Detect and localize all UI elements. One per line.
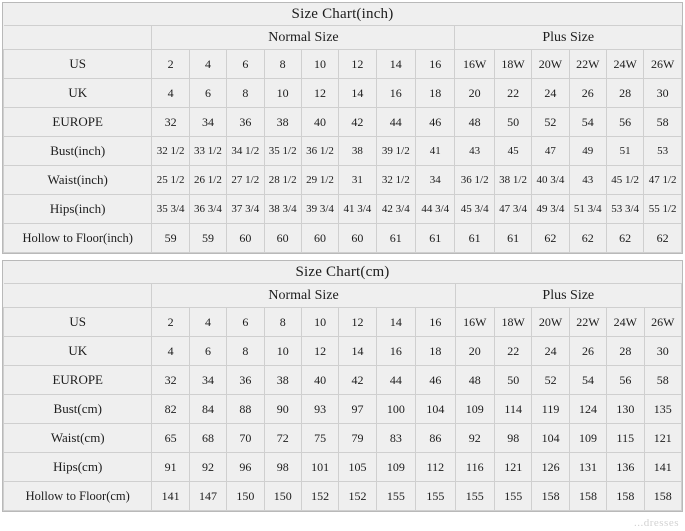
cell: 10 (264, 337, 301, 366)
cell: 49 3/4 (532, 195, 569, 224)
cell: 2 (152, 308, 189, 337)
cell: 8 (264, 50, 301, 79)
cell: 14 (339, 337, 376, 366)
cell: 70 (227, 424, 264, 453)
cell: 92 (189, 453, 226, 482)
cell: 155 (495, 482, 532, 511)
cell: 38 (264, 108, 301, 137)
size-chart-cm-block (2, 260, 683, 512)
cell: 22W (569, 308, 606, 337)
cell: 97 (339, 395, 376, 424)
row-label: Hips(cm) (4, 453, 152, 482)
cell: 158 (532, 482, 569, 511)
cell: 124 (569, 395, 606, 424)
cell: 4 (152, 337, 189, 366)
cell: 61 (416, 224, 455, 253)
cell: 27 1/2 (227, 166, 264, 195)
cell: 43 (455, 137, 494, 166)
cell: 101 (301, 453, 338, 482)
cell: 20 (455, 79, 494, 108)
cell: 62 (569, 224, 606, 253)
cell: 14 (376, 308, 415, 337)
cell: 37 3/4 (227, 195, 264, 224)
cell: 109 (376, 453, 415, 482)
table-title-row (4, 3, 682, 26)
cell: 16W (455, 308, 494, 337)
row-label: EUROPE (4, 108, 152, 137)
cell: 56 (607, 366, 644, 395)
cell: 51 3/4 (569, 195, 606, 224)
cell: 158 (644, 482, 681, 511)
cell: 109 (455, 395, 494, 424)
table-row (4, 108, 682, 137)
cell: 40 3/4 (532, 166, 569, 195)
cell: 32 (152, 366, 189, 395)
row-label: Hollow to Floor(inch) (4, 224, 152, 253)
cell: 6 (189, 337, 226, 366)
cell: 86 (416, 424, 455, 453)
cell: 22 (495, 337, 532, 366)
cell: 32 (152, 108, 189, 137)
cell: 24W (607, 308, 644, 337)
cell: 141 (644, 453, 681, 482)
cell: 83 (376, 424, 415, 453)
cell: 30 (644, 337, 681, 366)
cell: 115 (607, 424, 644, 453)
cell: 45 3/4 (455, 195, 494, 224)
cell: 18W (495, 308, 532, 337)
cell: 40 (301, 108, 338, 137)
table-row (4, 166, 682, 195)
row-label: Waist(cm) (4, 424, 152, 453)
cell: 60 (339, 224, 376, 253)
cell: 60 (227, 224, 264, 253)
cell: 2 (152, 50, 189, 79)
table-row (4, 453, 682, 482)
cell: 35 3/4 (152, 195, 189, 224)
cell: 34 (416, 166, 455, 195)
cell: 42 (339, 366, 376, 395)
row-label: EUROPE (4, 366, 152, 395)
cell: 90 (264, 395, 301, 424)
cell: 47 1/2 (644, 166, 682, 195)
cell: 34 (189, 366, 226, 395)
cell: 41 3/4 (339, 195, 376, 224)
cell: 10 (301, 50, 338, 79)
cell: 52 (532, 366, 569, 395)
row-label: US (4, 50, 152, 79)
cell: 12 (301, 337, 338, 366)
cell: 141 (152, 482, 189, 511)
cell: 16 (416, 308, 455, 337)
cell: 60 (301, 224, 338, 253)
cell: 8 (264, 308, 301, 337)
cell: 45 (494, 137, 531, 166)
cell: 36 (227, 108, 264, 137)
cell: 8 (227, 79, 264, 108)
cell: 130 (607, 395, 644, 424)
cell: 30 (644, 79, 682, 108)
cell: 147 (189, 482, 226, 511)
cell: 40 (301, 366, 338, 395)
cell: 18 (416, 337, 455, 366)
cell: 58 (644, 366, 681, 395)
table-group-row (4, 284, 682, 308)
cell: 12 (339, 308, 376, 337)
cell: 24 (532, 79, 569, 108)
cell: 119 (532, 395, 569, 424)
table-title-row (4, 261, 682, 284)
cell: 32 1/2 (152, 137, 189, 166)
row-label: Waist(inch) (4, 166, 152, 195)
cell: 61 (494, 224, 531, 253)
cell: 20W (532, 50, 569, 79)
cell: 53 3/4 (606, 195, 643, 224)
cell: 6 (189, 79, 226, 108)
cell: 16 (416, 50, 455, 79)
cell: 20 (455, 337, 494, 366)
cell: 59 (189, 224, 226, 253)
cell: 38 1/2 (494, 166, 531, 195)
cell: 75 (301, 424, 338, 453)
cell: 52 (532, 108, 569, 137)
cell: 28 (607, 337, 644, 366)
cell: 24W (606, 50, 643, 79)
size-chart-inch-table (3, 3, 682, 253)
watermark: ...dresses (633, 517, 679, 529)
row-label: Bust(cm) (4, 395, 152, 424)
table-row (4, 424, 682, 453)
cell: 46 (416, 108, 455, 137)
cell: 135 (644, 395, 681, 424)
table-group-row (4, 26, 682, 50)
table-row (4, 308, 682, 337)
group-header-empty (4, 26, 152, 50)
cell: 26 1/2 (189, 166, 226, 195)
cell: 126 (532, 453, 569, 482)
cell: 20W (532, 308, 569, 337)
cell: 60 (264, 224, 301, 253)
cell: 88 (227, 395, 264, 424)
cell: 32 1/2 (376, 166, 415, 195)
cell: 150 (264, 482, 301, 511)
cell: 98 (264, 453, 301, 482)
cell: 42 3/4 (376, 195, 415, 224)
cell: 62 (606, 224, 643, 253)
cell: 49 (569, 137, 606, 166)
cell: 112 (416, 453, 455, 482)
cell: 8 (227, 337, 264, 366)
cell: 72 (264, 424, 301, 453)
cell: 105 (339, 453, 376, 482)
cell: 55 1/2 (644, 195, 682, 224)
cell: 48 (455, 108, 494, 137)
cell: 82 (152, 395, 189, 424)
cell: 6 (227, 50, 264, 79)
table-row (4, 79, 682, 108)
cell: 54 (569, 366, 606, 395)
cell: 121 (644, 424, 681, 453)
cell: 38 (339, 137, 376, 166)
cell: 36 1/2 (301, 137, 338, 166)
group-header-normal: Normal Size (152, 284, 455, 308)
cell: 39 3/4 (301, 195, 338, 224)
cell: 28 (606, 79, 643, 108)
cell: 155 (455, 482, 494, 511)
cell: 152 (301, 482, 338, 511)
cell: 10 (264, 79, 301, 108)
cell: 4 (189, 50, 226, 79)
cell: 158 (607, 482, 644, 511)
cell: 150 (227, 482, 264, 511)
table-row (4, 395, 682, 424)
table-row (4, 337, 682, 366)
row-label: UK (4, 337, 152, 366)
cell: 56 (606, 108, 643, 137)
cell: 45 1/2 (606, 166, 643, 195)
cell: 44 (376, 108, 415, 137)
table-row (4, 366, 682, 395)
cell: 26W (644, 50, 682, 79)
cell: 28 1/2 (264, 166, 301, 195)
cell: 12 (339, 50, 376, 79)
cell: 61 (455, 224, 494, 253)
cell: 42 (339, 108, 376, 137)
cell: 16 (376, 79, 415, 108)
cell: 31 (339, 166, 376, 195)
cell: 26 (569, 79, 606, 108)
cell: 59 (152, 224, 189, 253)
cell: 33 1/2 (189, 137, 226, 166)
cell: 136 (607, 453, 644, 482)
cell: 26W (644, 308, 681, 337)
cell: 6 (227, 308, 264, 337)
cell: 155 (416, 482, 455, 511)
cell: 4 (152, 79, 189, 108)
cell: 14 (376, 50, 415, 79)
cell: 104 (416, 395, 455, 424)
cell: 34 1/2 (227, 137, 264, 166)
table-row (4, 482, 682, 511)
cell: 25 1/2 (152, 166, 189, 195)
table-row (4, 224, 682, 253)
cell: 62 (644, 224, 682, 253)
size-chart-page (0, 2, 685, 531)
cell: 47 (532, 137, 569, 166)
row-label: Hips(inch) (4, 195, 152, 224)
cell: 22W (569, 50, 606, 79)
row-label: UK (4, 79, 152, 108)
cell: 98 (495, 424, 532, 453)
cell: 14 (339, 79, 376, 108)
cell: 46 (416, 366, 455, 395)
cell: 18 (416, 79, 455, 108)
cell: 155 (376, 482, 415, 511)
cell: 35 1/2 (264, 137, 301, 166)
cell: 61 (376, 224, 415, 253)
cell: 100 (376, 395, 415, 424)
cell: 36 (227, 366, 264, 395)
row-label: Bust(inch) (4, 137, 152, 166)
page-title: Size Chart(inch) (4, 3, 682, 26)
cell: 39 1/2 (376, 137, 415, 166)
cell: 92 (455, 424, 494, 453)
group-header-normal: Normal Size (152, 26, 455, 50)
row-label: Hollow to Floor(cm) (4, 482, 152, 511)
cell: 131 (569, 453, 606, 482)
cell: 91 (152, 453, 189, 482)
cell: 79 (339, 424, 376, 453)
size-chart-cm-table (3, 261, 682, 511)
group-header-empty (4, 284, 152, 308)
cell: 44 (376, 366, 415, 395)
cell: 50 (495, 366, 532, 395)
cell: 104 (532, 424, 569, 453)
cell: 16 (376, 337, 415, 366)
cell: 51 (606, 137, 643, 166)
cell: 36 1/2 (455, 166, 494, 195)
cell: 158 (569, 482, 606, 511)
cell: 36 3/4 (189, 195, 226, 224)
page-title: Size Chart(cm) (4, 261, 682, 284)
cell: 58 (644, 108, 682, 137)
cell: 54 (569, 108, 606, 137)
cell: 43 (569, 166, 606, 195)
table-row (4, 50, 682, 79)
cell: 121 (495, 453, 532, 482)
cell: 116 (455, 453, 494, 482)
cell: 114 (495, 395, 532, 424)
cell: 4 (189, 308, 226, 337)
cell: 22 (494, 79, 531, 108)
cell: 41 (416, 137, 455, 166)
cell: 96 (227, 453, 264, 482)
cell: 38 3/4 (264, 195, 301, 224)
cell: 50 (494, 108, 531, 137)
cell: 10 (301, 308, 338, 337)
cell: 44 3/4 (416, 195, 455, 224)
cell: 68 (189, 424, 226, 453)
table-row (4, 195, 682, 224)
cell: 16W (455, 50, 494, 79)
size-chart-inch-block (2, 2, 683, 254)
cell: 34 (189, 108, 226, 137)
row-label: US (4, 308, 152, 337)
cell: 38 (264, 366, 301, 395)
cell: 152 (339, 482, 376, 511)
cell: 47 3/4 (494, 195, 531, 224)
cell: 53 (644, 137, 682, 166)
cell: 18W (494, 50, 531, 79)
group-header-plus: Plus Size (455, 26, 682, 50)
cell: 26 (569, 337, 606, 366)
cell: 93 (301, 395, 338, 424)
table-row (4, 137, 682, 166)
group-header-plus: Plus Size (455, 284, 681, 308)
cell: 65 (152, 424, 189, 453)
cell: 48 (455, 366, 494, 395)
cell: 109 (569, 424, 606, 453)
cell: 12 (301, 79, 338, 108)
cell: 62 (532, 224, 569, 253)
cell: 24 (532, 337, 569, 366)
cell: 84 (189, 395, 226, 424)
cell: 29 1/2 (301, 166, 338, 195)
